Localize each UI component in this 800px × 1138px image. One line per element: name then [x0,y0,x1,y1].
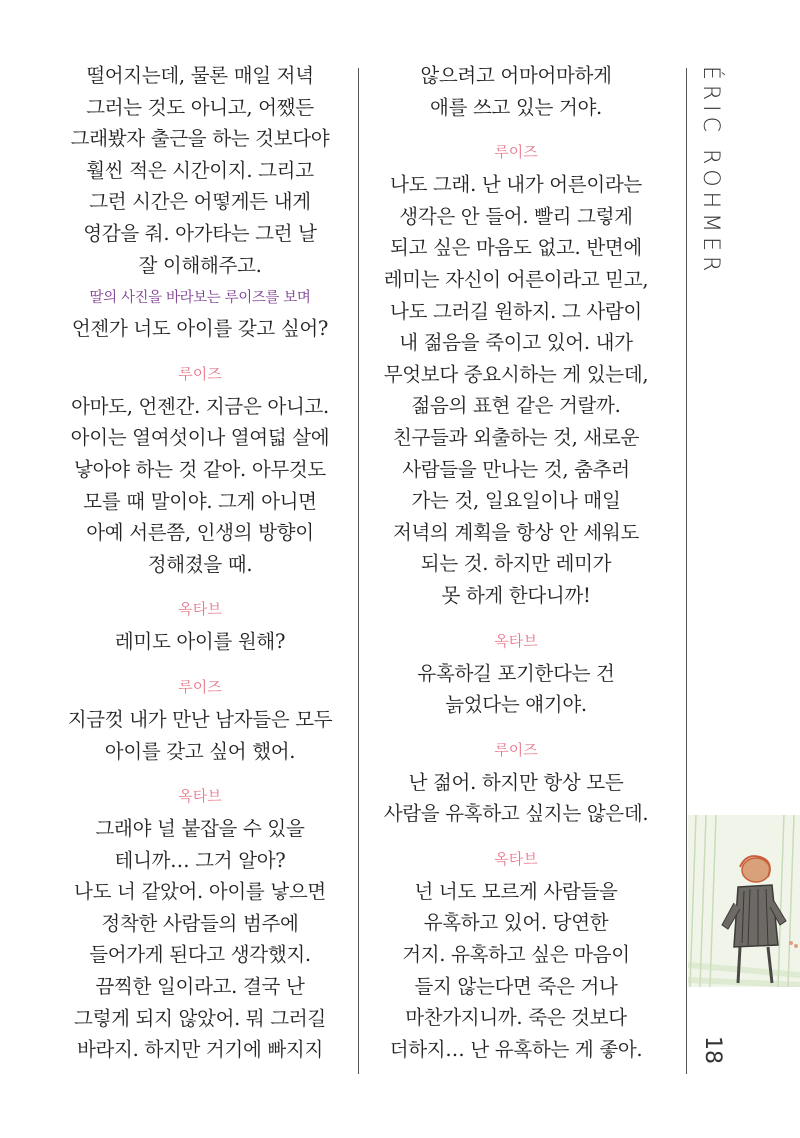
page-number: 18 [700,1036,725,1064]
dialogue-line: 아이는 열여섯이나 열여덟 살에 [70,426,330,450]
dialogue-line: 마찬가지니까. 죽은 것보다 [405,1006,627,1030]
dialogue-line: 나도 그러길 원하지. 그 사람이 [390,299,642,323]
dialogue-line: 레미는 자신이 어른이라고 믿고, [383,267,649,291]
speaker-name: 옥타브 [178,600,222,619]
dialogue-line: 늙었다는 얘기야. [445,693,587,717]
dialogue-line: 그래야 널 붙잡을 수 있을 [95,817,305,841]
dialogue-line: 그래봤자 출근을 하는 것보다야 [70,127,330,151]
dialogue-line: 잘 이해해주고. [138,253,262,277]
dialogue-line: 젊음의 표현 같은 거랄까. [411,394,621,418]
dialogue-line: 애를 쓰고 있는 거야. [430,95,602,119]
speaker-name: 옥타브 [494,849,538,868]
dialogue-line: 영감을 줘. 아가타는 그런 날 [83,221,317,245]
dialogue-line: 그런 시간은 어떻게든 내게 [89,190,311,214]
speaker-name: 옥타브 [178,787,222,806]
speaker-name: 루이즈 [178,677,222,696]
dialogue-line: 사람들을 만나는 것, 춤추러 [402,457,630,481]
right-text-column [366,60,666,1065]
dialogue-line: 테니까… 그거 알아? [114,848,286,872]
dialogue-line: 언젠가 너도 아이를 갖고 싶어? [71,317,329,341]
dialogue-line: 유혹하고 있어. 당연한 [423,911,609,935]
dialogue-line: 유혹하길 포기한다는 건 [417,661,615,685]
dialogue-line: 정해졌을 때. [147,552,253,576]
speaker-name: 루이즈 [494,740,538,759]
dialogue-line: 들어가게 된다고 생각했지. [89,943,311,967]
sketch-figure [688,815,800,987]
dialogue-line: 정착한 사람들의 범주에 [101,911,299,935]
left-text-column [50,60,350,1066]
dialogue-line: 그렇게 되지 않았어. 뭐 그러길 [74,1006,326,1030]
dialogue-line: 떨어지는데, 물론 매일 저녁 [86,64,314,87]
dialogue-line: 생각은 안 들어. 빨리 그렇게 [399,204,633,228]
dialogue-line: 되고 싶은 마음도 없고. 반면에 [390,236,642,260]
dialogue-line: 들지 않는다면 죽은 거나 [414,974,618,998]
dialogue-line: 레미도 아이를 원해? [114,630,286,654]
dialogue-line: 아이를 갖고 싶어 했어. [104,739,296,763]
speaker-name: 루이즈 [178,364,222,383]
dialogue-line: 지금껏 내가 만난 남자들은 모두 [67,707,333,731]
dialogue-line: 더하지… 난 유혹하는 게 좋아. [389,1037,643,1061]
stage-direction: 딸의 사진을 바라보는 루이즈를 보며 [89,290,311,307]
speaker-name: 옥타브 [494,631,538,650]
dialogue-line: 아예 서른쯤, 인생의 방향이 [86,521,314,545]
dialogue-line: 그러는 것도 아니고, 어쨌든 [86,95,314,119]
dialogue-line: 가는 것, 일요일이나 매일 [411,489,621,513]
dialogue-line: 무엇보다 중요시하는 게 있는데, [383,362,649,386]
dialogue-line: 낳아야 하는 것 같아. 아무것도 [74,457,326,481]
dialogue-line: 나도 그래. 난 내가 어른이라는 [390,173,642,197]
dialogue-line: 아마도, 언젠간. 지금은 아니고. [71,394,329,418]
dialogue-line: 내 젊음을 죽이고 있어. 내가 [399,331,633,355]
dialogue-line: 나도 너 같았어. 아이를 낳으면 [74,880,326,904]
dialogue-line: 바라지. 하지만 거기에 빠지지 [76,1038,324,1062]
dialogue-line: 거지. 유혹하고 싶은 마음이 [402,943,630,967]
dialogue-line: 않으려고 어마어마하게 [420,64,612,87]
side-rule [686,68,687,1074]
running-head-title: ÉRIC ROHMER [698,66,723,277]
dialogue-line: 넌 너도 모르게 사람들을 [414,879,618,903]
film-still-illustration [688,815,800,987]
speaker-name: 루이즈 [494,143,538,162]
dialogue-line: 되는 것. 하지만 레미가 [420,552,612,576]
dialogue-line: 못 하게 한다니까! [441,583,591,607]
column-divider [358,68,359,1074]
dialogue-line: 저녁의 계획을 항상 안 세워도 [392,520,640,544]
dialogue-line: 사람을 유혹하고 싶지는 않은데. [383,802,649,826]
dialogue-line: 난 젊어. 하지만 항상 모든 [408,770,624,794]
dialogue-line: 끔찍한 일이라고. 결국 난 [95,975,305,999]
dialogue-line: 훨씬 적은 시간이지. 그리고 [86,158,314,182]
dialogue-line: 모를 때 말이야. 그게 아니면 [83,489,317,513]
dialogue-line: 친구들과 외출하는 것, 새로운 [392,425,640,449]
